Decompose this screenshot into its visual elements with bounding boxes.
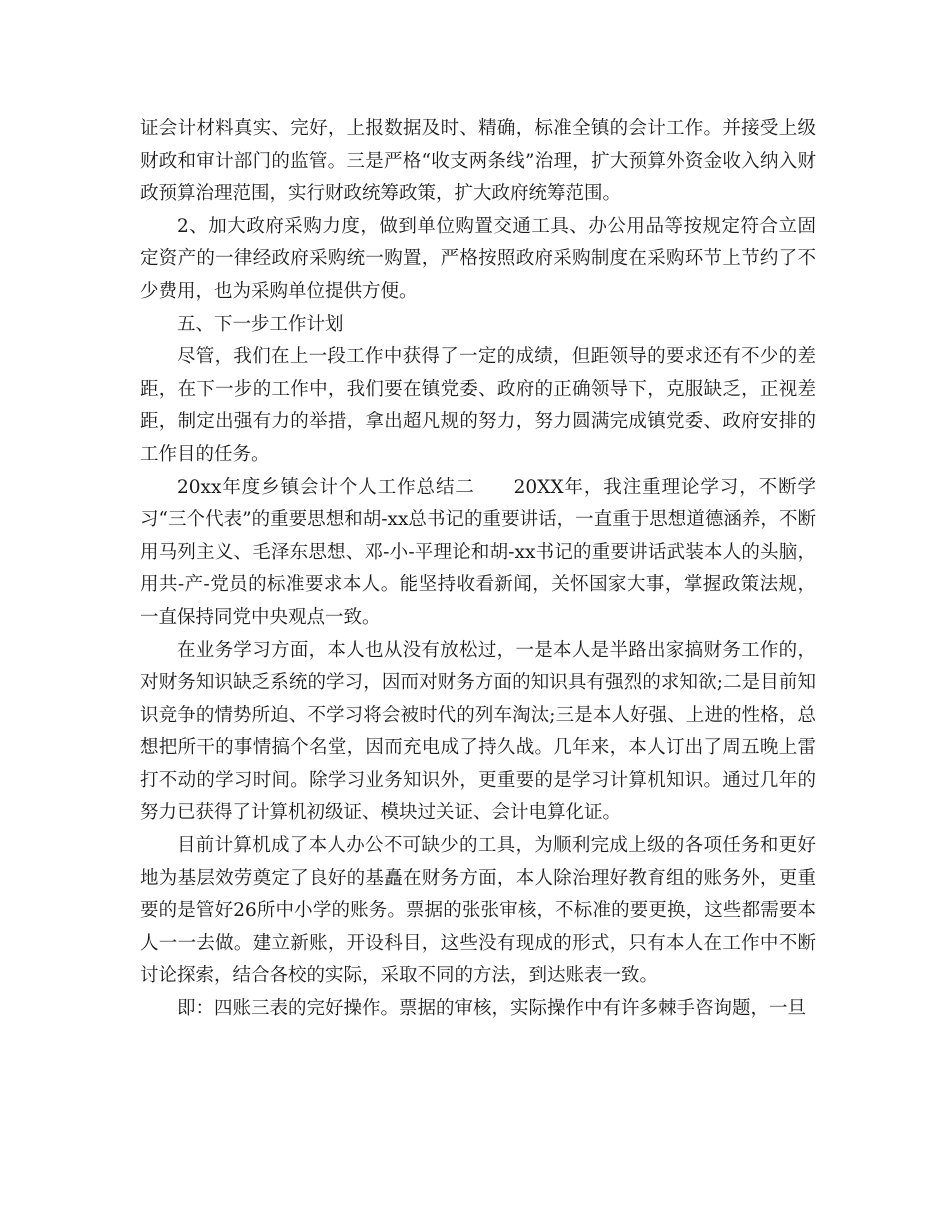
section-heading: 五、下一步工作计划 [177, 313, 344, 335]
paragraph-6: 目前计算机成了本人办公不可缺少的工具，为顺利完成上级的各项任务和更好地为基层效劳奠定了良好的基矗在财务方面，本人除治理好教育组的账务外，更重要的是管好26所中小学的账务。票据的张张审核，不标准的要更换，这些都需要本人一一去做。建立新账，开设科目，这些没有现成的形式，只有本人在工作中不断讨论探索，结合各校的实际，采取不同的方法，到达账表一致。 [140, 835, 816, 987]
paragraph-5: 在业务学习方面，本人也从没有放松过，一是本人是半路出家搞财务工作的，对财务知识缺乏系统的学习，因而对财务方面的知识具有强烈的求知欲;二是目前知识竞争的情势所迫、不学习将会被时代的列车淘汰;三是本人好强、上进的性格，总想把所干的事情搞个名堂，因而充电成了持久战。几年来，本人订出了周五晚上雷打不动的学习时间。除学习业务知识外，更重要的是学习计算机知识。通过几年的努力已获得了计算机初级证、模块过关证、会计电算化证。 [140, 639, 816, 824]
paragraph-4: 20xx年度乡镇会计个人工作总结二 20XX年，我注重理论学习，不断学习“三个代表”的重要思想和胡-xx总书记的重要讲话，一直重于思想道德涵养，不断用马列主义、毛泽东思想、邓-小-平理论和胡-xx书记的重要讲话武装本人的头脑，用共-产-党员的标准要求本人。能坚持收看新闻，关怀国家大事，掌握政策法规，一直保持同党中央观点一致。 [140, 476, 816, 628]
paragraph-2: 2、加大政府采购力度，做到单位购置交通工具、办公用品等按规定符合立固定资产的一律经政府采购统一购置，严格按照政府采购制度在采购环节上节约了不少费用，也为采购单位提供方便。 [140, 215, 816, 302]
paragraph-3: 尽管，我们在上一段工作中获得了一定的成绩，但距领导的要求还有不少的差距，在下一步的工作中，我们要在镇党委、政府的正确领导下，克服缺乏，正视差距，制定出强有力的举措，拿出超凡规的努力，努力圆满完成镇党委、政府安排的工作目的任务。 [140, 346, 816, 465]
document-body [140, 113, 816, 1026]
paragraph-7: 即：四账三表的完好操作。票据的审核，实际操作中有许多棘手咨询题，一旦 [177, 998, 807, 1020]
paragraph-1: 证会计材料真实、完好，上报数据及时、精确，标准全镇的会计工作。并接受上级财政和审计部门的监管。三是严格“收支两条线”治理，扩大预算外资金收入纳入财政预算治理范围，实行财政统筹政策，扩大政府统筹范围。 [140, 118, 816, 205]
